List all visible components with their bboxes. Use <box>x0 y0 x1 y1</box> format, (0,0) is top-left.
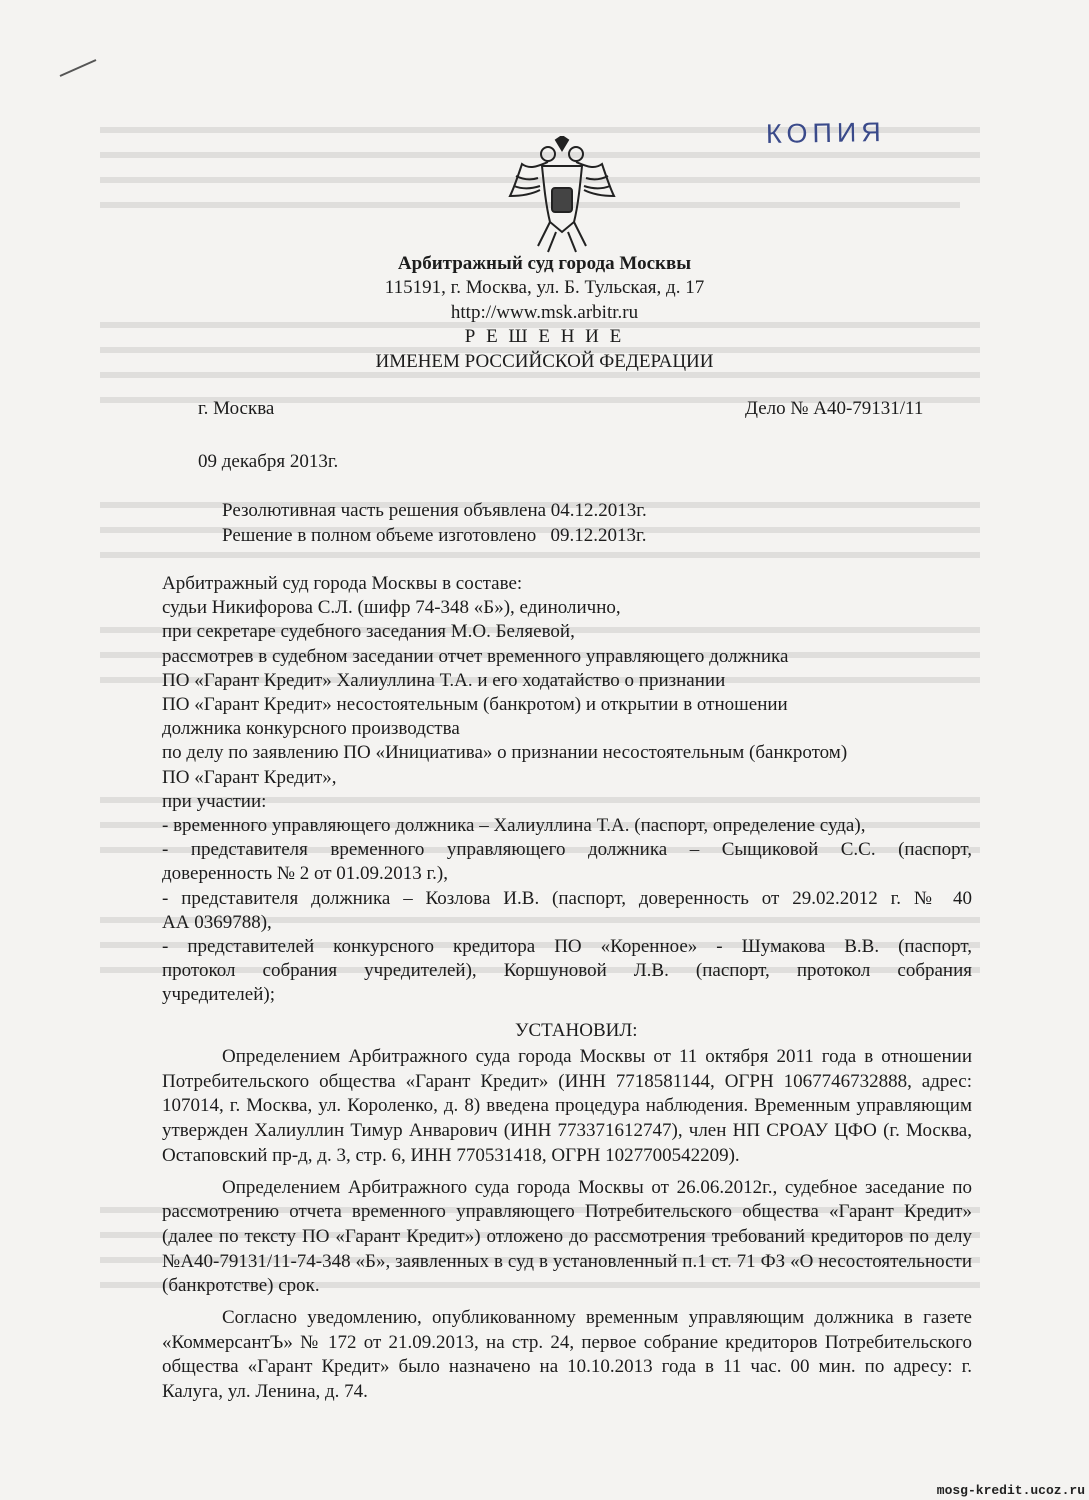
paragraph: Определением Арбитражного суда города Москвы от 11 октября 2011 года в отношении Потребительского общества «Гарант Кредит» (ИНН 7718581144, ОГРН 1067746732888, адрес: 107014, г. Москва, ул. Короленко, д. 8) введена процедура наблюдения. Временным управляющим утвержден Халиуллин Тимур Анварович (ИНН 773371612747), член НП СРОАУ ЦФО (г. Москва, Остаповский пр-д, д. 3, стр. 6, ИНН 770531418, ОГРН 1027700542209). <box>162 1046 972 1166</box>
composition-line: - представителя должника – Козлова И.В. (паспорт, доверенность от 29.02.2012 г. № 40 <box>162 887 972 909</box>
copy-stamp: КОПИЯ <box>765 116 886 150</box>
composition-line: протокол собрания учредителей), Коршуновой Л.В. (паспорт, протокол собрания <box>162 960 972 982</box>
court-composition <box>162 572 972 1008</box>
pen-mark <box>58 56 98 80</box>
site-watermark: mosg-kredit.ucoz.ru <box>936 1483 1085 1498</box>
court-website: http://www.msk.arbitr.ru <box>450 302 639 323</box>
composition-line: АА 0369788), <box>162 911 272 933</box>
composition-line: должника конкурсного производства <box>162 718 460 740</box>
composition-line: ПО «Гарант Кредит», <box>162 766 337 788</box>
composition-line: по делу по заявлению ПО «Инициатива» о признании несостоятельным (банкротом) <box>162 742 848 764</box>
paragraph: Согласно уведомлению, опубликованному временным управляющим должника в газете «КоммерсантЪ» № 172 от 21.09.2013, на стр. 24, первое собрание кредиторов Потребительского общества «Гарант Кредит» было назначено на 10.10.2013 года в 11 час. 00 мин. по адресу: г. Калуга, ул. Ленина, д. 74. <box>162 1307 972 1403</box>
made-date: Решение в полном объеме изготовлено 09.12.2013г. <box>222 525 647 546</box>
court-name: Арбитражный суд города Москвы <box>397 253 692 274</box>
established-heading: УСТАНОВИЛ: <box>515 1020 638 1041</box>
composition-line: ПО «Гарант Кредит» Халиуллина Т.А. и его ходатайство о признании <box>162 669 726 691</box>
composition-line: доверенность № 2 от 01.09.2013 г.), <box>162 863 449 885</box>
court-address: 115191, г. Москва, ул. Б. Тульская, д. 17 <box>384 277 705 298</box>
composition-line: при участии: <box>162 790 267 812</box>
decision-subtitle: ИМЕНЕМ РОССИЙСКОЙ ФЕДЕРАЦИИ <box>375 351 714 372</box>
composition-line: ПО «Гарант Кредит» несостоятельным (банкротом) и открытии в отношении <box>162 694 788 716</box>
decision-body <box>162 1045 972 1405</box>
composition-line: учредителей); <box>162 984 275 1006</box>
composition-line: судьи Никифорова С.Л. (шифр 74-348 «Б»), единолично, <box>162 597 621 619</box>
case-number: Дело № А40-79131/11 <box>745 398 924 419</box>
composition-line: рассмотрев в судебном заседании отчет временного управляющего должника <box>162 645 789 667</box>
composition-line: при секретаре судебного заседания М.О. Беляевой, <box>162 621 575 643</box>
announced-date: Резолютивная часть решения объявлена 04.12.2013г. <box>222 500 647 521</box>
paragraph: Определением Арбитражного суда города Москвы от 26.06.2012г., судебное заседание по рассмотрению отчета временного управляющего Потребительского общества «Гарант Кредит» (далее по тексту ПО «Гарант Кредит») отложено до рассмотрения требований кредиторов по делу №А40-79131/11-74-348 «Б», заявленных в суд в установленный п.1 ст. 71 ФЗ «О несостоятельности (банкротстве) срок. <box>162 1176 972 1297</box>
composition-line: - представителей конкурсного кредитора ПО «Коренное» - Шумакова В.В. (паспорт, <box>162 936 972 958</box>
composition-line: Арбитражный суд города Москвы в составе: <box>162 573 523 594</box>
composition-line: - временного управляющего должника – Халиуллина Т.А. (паспорт, определение суда), <box>162 815 866 837</box>
composition-line: - представителя временного управляющего должника – Сыщиковой С.С. (паспорт, <box>162 839 972 861</box>
city: г. Москва <box>198 398 275 419</box>
decision-date: 09 декабря 2013г. <box>198 451 339 472</box>
coat-of-arms-icon <box>508 136 616 254</box>
decision-title: Р Е Ш Е Н И Е <box>464 326 625 347</box>
